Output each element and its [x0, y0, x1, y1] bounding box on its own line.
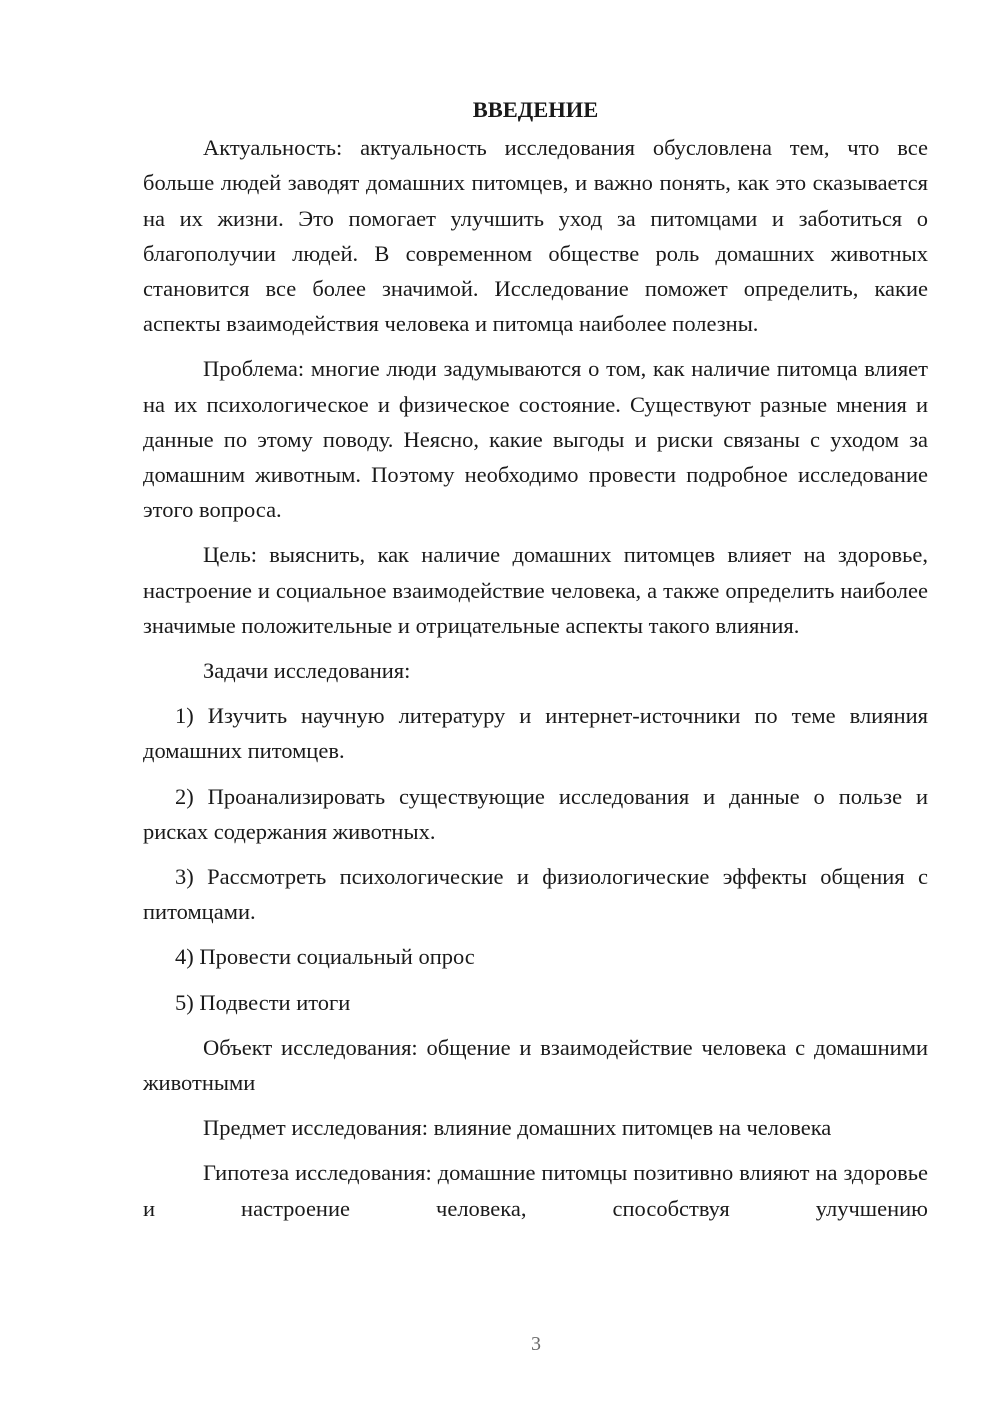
tasks-title: Задачи исследования: — [203, 658, 411, 684]
task-item-4: 4) Провести социальный опрос — [175, 944, 475, 970]
paragraph-object: Объект исследования: общение и взаимодействие человека с домашними животными — [143, 1034, 928, 1096]
paragraph-goal: Цель: выяснить, как наличие домашних питомцев влияет на здоровье, настроение и социальное взаимодействие человека, а также определить наиболее значимые положительные и отрицательные аспекты такого влияния. — [143, 542, 928, 638]
paragraph-problem: Проблема: многие люди задумываются о том, как наличие питомца влияет на их психологическое и физическое состояние. Существуют разные мнения и данные по этому поводу. Неясно, какие выгоды и риски связаны с уходом за домашним животным. Поэтому необходимо провести подробное исследование этого вопроса. — [143, 356, 928, 523]
paragraph-relevance: Актуальность: актуальность исследования обусловлена тем, что все больше людей заводят домашних питомцев, и важно понять, как это сказывается на их жизни. Это помогает улучшить уход за питомцами и заботиться о благополучии людей. В современном обществе роль домашних животных становится все более значимой. Исследование поможет определить, какие аспекты взаимодействия человека и питомца наиболее полезны. — [143, 135, 928, 337]
paragraph-hypothesis: Гипотеза исследования: домашние питомцы позитивно влияют на здоровье и настроение человека, способствуя улучшению — [143, 1160, 928, 1221]
task-item-2: 2) Проанализировать существующие исследования и данные о пользе и рисках содержания животных. — [143, 783, 928, 844]
paragraph-subject: Предмет исследования: влияние домашних питомцев на человека — [203, 1115, 832, 1141]
section-heading: ВВЕДЕНИЕ — [472, 97, 599, 122]
task-item-5: 5) Подвести итоги — [175, 989, 351, 1015]
task-item-3: 3) Рассмотреть психологические и физиологические эффекты общения с питомцами. — [143, 864, 928, 925]
task-item-1: 1) Изучить научную литературу и интернет-источники по теме влияния домашних питомцев. — [143, 703, 928, 764]
page-content — [143, 92, 928, 1226]
page-number: 3 — [531, 1333, 541, 1355]
